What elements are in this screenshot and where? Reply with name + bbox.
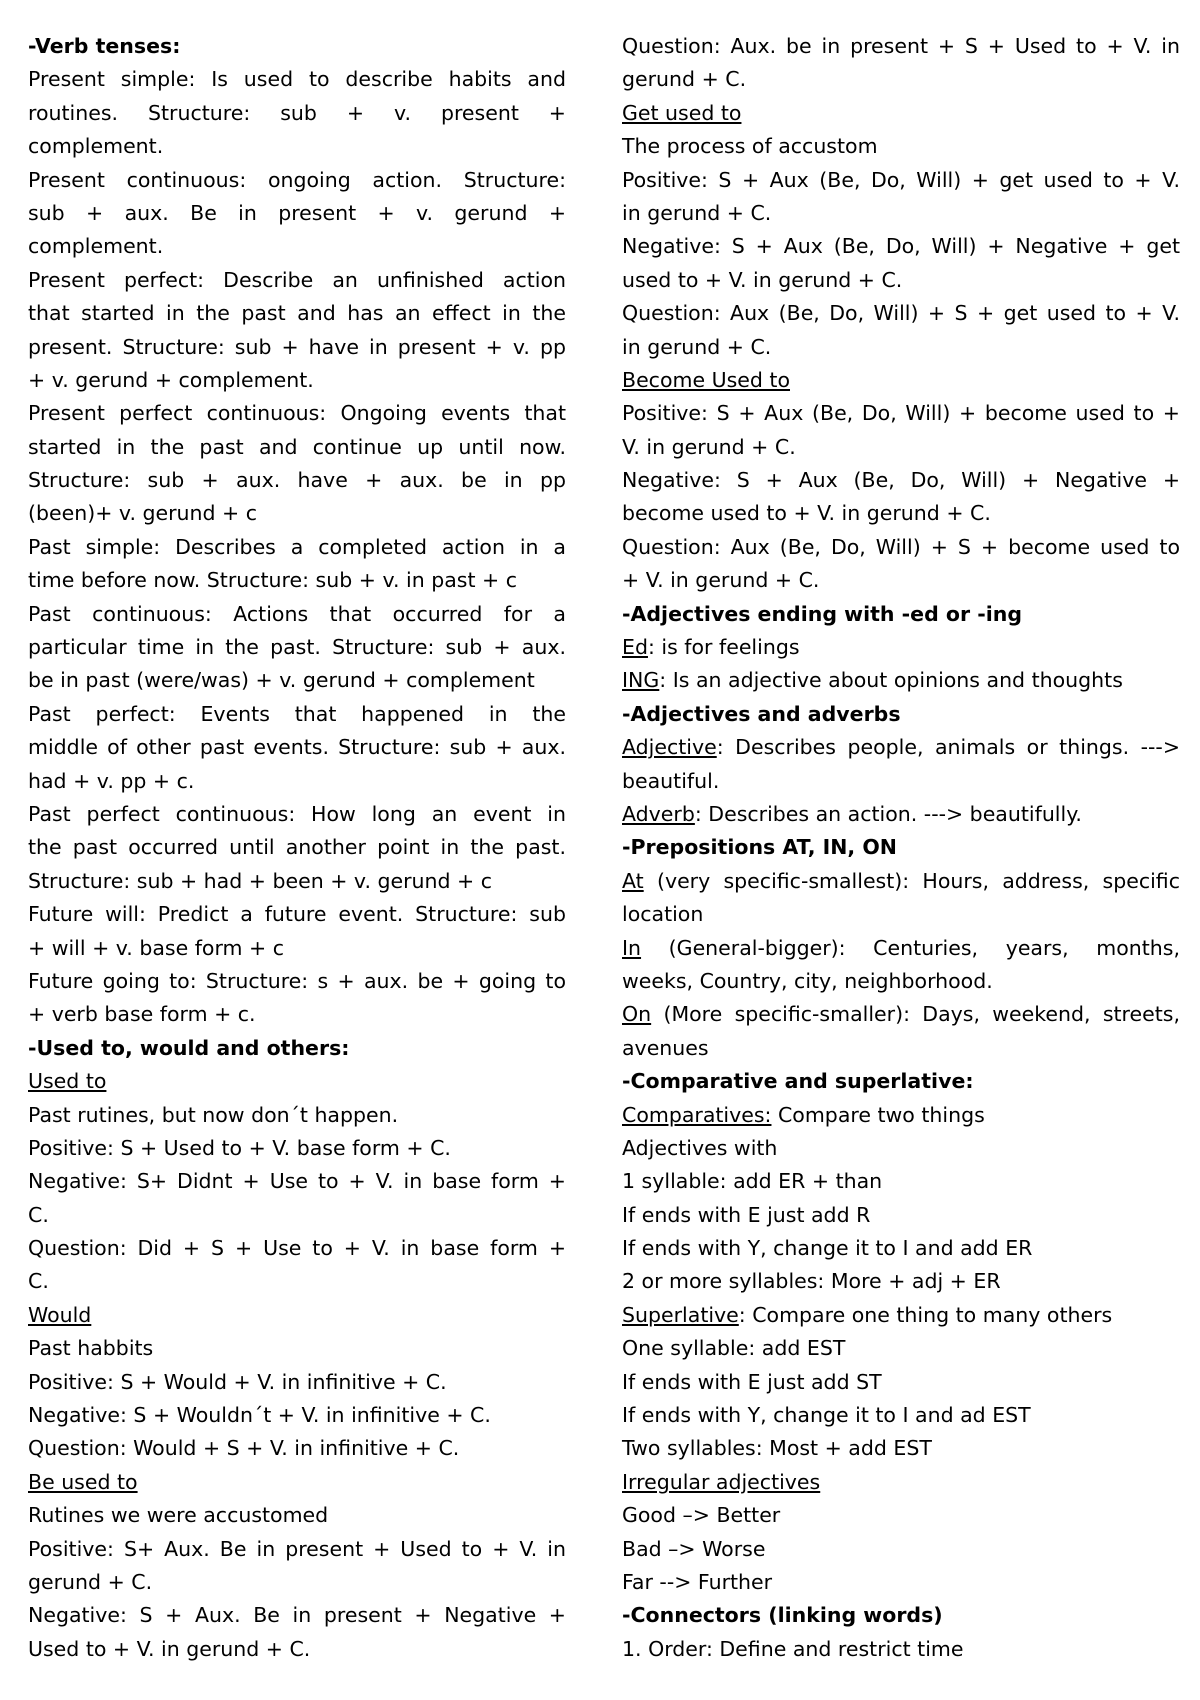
text-line <box>28 230 566 263</box>
line-text: Question: Did + S + Use to + V. in base form + <box>28 1236 566 1261</box>
line-text: Become Used to <box>622 367 790 392</box>
text-line <box>28 1533 566 1566</box>
line-text: Present perfect: Describe an unfinished action <box>28 267 566 292</box>
line-text: used to + V. in gerund + C. <box>622 267 903 292</box>
text-line <box>622 1165 1180 1198</box>
text-line <box>28 197 566 230</box>
text-line <box>622 1499 1180 1532</box>
line-text: Question: Aux. be in present + S + Used to + V. in <box>622 34 1180 58</box>
underlined-term: On <box>622 1002 652 1027</box>
text-line <box>622 1366 1180 1399</box>
text-line <box>622 1132 1180 1165</box>
text-line <box>622 431 1180 464</box>
underlined-term: In <box>622 935 642 960</box>
text-line <box>622 798 1180 831</box>
line-text: Future going to: Structure: s + aux. be + going to <box>28 968 566 993</box>
text-line <box>28 1599 566 1632</box>
line-text: in gerund + C. <box>622 334 772 359</box>
text-line <box>622 1199 1180 1232</box>
line-text: particular time in the past. Structure: sub + aux. <box>28 635 566 660</box>
text-line <box>28 297 566 330</box>
text-line <box>28 1332 566 1365</box>
text-line <box>28 1366 566 1399</box>
line-text: Past simple: Describes a completed action in a <box>28 534 566 559</box>
text-line <box>622 1299 1180 1332</box>
text-line <box>28 63 566 96</box>
text-line <box>28 1132 566 1165</box>
text-line <box>622 1032 1180 1065</box>
line-text: If ends with E just add ST <box>622 1369 882 1394</box>
line-text: 1 syllable: add ER + than <box>622 1169 883 1194</box>
line-text: location <box>622 902 704 927</box>
line-text: Far --> Further <box>622 1569 773 1594</box>
line-text: Positive: S + Would + V. in infinitive + C. <box>28 1369 447 1394</box>
line-text: -Adjectives and adverbs <box>622 701 901 726</box>
line-text: the past occurred until another point in the past. <box>28 835 566 860</box>
line-text: : Compare one thing to many others <box>738 1302 1113 1327</box>
left-column <box>28 30 566 1666</box>
text-line <box>622 932 1180 965</box>
line-text: One syllable: add EST <box>622 1336 846 1361</box>
line-text: V. in gerund + C. <box>622 434 796 459</box>
line-text: present. Structure: sub + have in present + v. pp <box>28 334 566 359</box>
text-line <box>622 397 1180 430</box>
text-line <box>622 731 1180 764</box>
line-text: + will + v. base form + c <box>28 935 284 960</box>
line-text: Positive: S + Aux (Be, Do, Will) + get used to + V. <box>622 167 1180 192</box>
subheading <box>28 1299 566 1332</box>
text-line <box>622 1265 1180 1298</box>
text-line <box>622 1566 1180 1599</box>
line-text: Past perfect continuous: How long an event in <box>28 801 566 826</box>
line-text: avenues <box>622 1035 709 1060</box>
text-line <box>28 631 566 664</box>
text-line <box>28 130 566 163</box>
line-text: Negative: S + Aux (Be, Do, Will) + Negative + get <box>622 234 1180 259</box>
line-text: Get used to <box>622 100 742 125</box>
text-line <box>622 264 1180 297</box>
line-text: (been)+ v. gerund + c <box>28 501 258 526</box>
line-text: Bad –> Worse <box>622 1536 766 1561</box>
line-text: (very specific-smallest): Hours, address, specific <box>643 868 1180 893</box>
line-text: Past habbits <box>28 1336 154 1361</box>
text-line <box>622 1633 1180 1666</box>
text-line <box>28 1432 566 1465</box>
line-text: Irregular adjectives <box>622 1469 821 1494</box>
text-line <box>622 865 1180 898</box>
line-text: If ends with Y, change it to I and ad EST <box>622 1403 1031 1428</box>
line-text: Good –> Better <box>622 1503 781 1528</box>
line-text: Positive: S + Used to + V. base form + C. <box>28 1135 451 1160</box>
line-text: weeks, Country, city, neighborhood. <box>622 968 993 993</box>
line-text: Past continuous: Actions that occurred for a <box>28 601 566 626</box>
line-text: -Connectors (linking words) <box>622 1603 943 1628</box>
line-text: -Adjectives ending with -ed or -ing <box>622 601 1023 626</box>
underlined-term: Superlative <box>622 1302 739 1327</box>
line-text: Past perfect: Events that happened in the <box>28 701 566 726</box>
line-text: The process of accustom <box>622 134 878 159</box>
line-text: C. <box>28 1202 49 1227</box>
line-text: started in the past and continue up until now. <box>28 434 566 459</box>
text-line <box>622 130 1180 163</box>
section-heading <box>28 30 566 63</box>
text-line <box>28 531 566 564</box>
line-text: + v. gerund + complement. <box>28 367 314 392</box>
text-line <box>28 798 566 831</box>
text-line <box>622 197 1180 230</box>
text-line <box>28 431 566 464</box>
text-line <box>28 464 566 497</box>
line-text: Positive: S + Aux (Be, Do, Will) + become used to + <box>622 401 1180 426</box>
line-text: -Used to, would and others: <box>28 1035 350 1060</box>
line-text: Present continuous: ongoing action. Structure: <box>28 167 566 192</box>
line-text: Used to <box>28 1069 107 1094</box>
line-text: Negative: S + Aux (Be, Do, Will) + Negative + <box>622 468 1180 493</box>
text-line <box>28 97 566 130</box>
line-text: Compare two things <box>771 1102 985 1127</box>
line-text: Used to + V. in gerund + C. <box>28 1636 311 1661</box>
text-line <box>28 497 566 530</box>
text-line <box>28 364 566 397</box>
text-line <box>622 564 1180 597</box>
text-line <box>622 1432 1180 1465</box>
text-line <box>622 230 1180 263</box>
line-text: routines. Structure: sub + v. present + <box>28 100 566 125</box>
line-text: that started in the past and has an effect in the <box>28 301 566 326</box>
section-heading <box>622 1599 1180 1632</box>
text-line <box>622 898 1180 931</box>
text-line <box>28 164 566 197</box>
line-text: -Comparative and superlative: <box>622 1069 974 1094</box>
underlined-term: At <box>622 868 644 893</box>
line-text: Question: Aux (Be, Do, Will) + S + get used to + V. <box>622 301 1180 326</box>
right-column <box>622 30 1180 1666</box>
line-text: complement. <box>28 234 164 259</box>
line-text: : Describes an action. ---> beautifully. <box>694 801 1082 826</box>
text-line <box>28 1633 566 1666</box>
text-line <box>622 331 1180 364</box>
line-text: Negative: S + Aux. Be in present + Negative + <box>28 1603 566 1628</box>
line-text: Two syllables: Most + add EST <box>622 1436 932 1461</box>
line-text: complement. <box>28 134 164 159</box>
section-heading <box>622 598 1180 631</box>
line-text: Negative: S + Wouldn´t + V. in infinitive + C. <box>28 1403 491 1428</box>
line-text: Present simple: Is used to describe habits and <box>28 67 566 92</box>
line-text: Would <box>28 1302 92 1327</box>
text-line <box>28 1499 566 1532</box>
line-text: Negative: S+ Didnt + Use to + V. in base form + <box>28 1169 566 1194</box>
line-text: If ends with E just add R <box>622 1202 871 1227</box>
line-text: + V. in gerund + C. <box>622 568 820 593</box>
text-line <box>28 1165 566 1198</box>
section-heading <box>622 1065 1180 1098</box>
line-text: Question: Aux (Be, Do, Will) + S + become used to <box>622 534 1180 559</box>
section-heading <box>622 831 1180 864</box>
line-text: Future will: Predict a future event. Structure: sub <box>28 902 566 927</box>
line-text: (General-bigger): Centuries, years, months, <box>641 935 1180 960</box>
line-text: become used to + V. in gerund + C. <box>622 501 991 526</box>
text-line <box>28 1265 566 1298</box>
text-line <box>622 1332 1180 1365</box>
line-text: Be used to <box>28 1469 138 1494</box>
text-line <box>28 1099 566 1132</box>
line-text: Question: Would + S + V. in infinitive + C. <box>28 1436 460 1461</box>
subheading <box>622 1466 1180 1499</box>
line-text: : Describes people, animals or things. ---> <box>716 735 1180 760</box>
text-line <box>622 297 1180 330</box>
text-line <box>622 164 1180 197</box>
text-line <box>28 264 566 297</box>
text-line <box>622 631 1180 664</box>
text-line <box>622 1232 1180 1265</box>
underlined-term: Adjective <box>622 735 717 760</box>
text-line <box>28 1399 566 1432</box>
line-text: 1. Order: Define and restrict time <box>622 1636 964 1661</box>
line-text: If ends with Y, change it to I and add ER <box>622 1236 1033 1261</box>
line-text: C. <box>28 1269 49 1294</box>
text-line <box>622 63 1180 96</box>
text-line <box>28 1566 566 1599</box>
text-line <box>28 1232 566 1265</box>
text-line <box>28 564 566 597</box>
text-line <box>28 598 566 631</box>
line-text: -Verb tenses: <box>28 34 181 58</box>
underlined-term: ING <box>622 668 660 693</box>
line-text: (More specific-smaller): Days, weekend, streets, <box>651 1002 1180 1027</box>
text-line <box>28 1199 566 1232</box>
underlined-term: Comparatives: <box>622 1102 772 1127</box>
text-line <box>622 30 1180 63</box>
text-line <box>28 998 566 1031</box>
section-heading <box>622 698 1180 731</box>
line-text: be in past (were/was) + v. gerund + complement <box>28 668 535 693</box>
line-text: 2 or more syllables: More + adj + ER <box>622 1269 1001 1294</box>
text-line <box>622 998 1180 1031</box>
line-text: in gerund + C. <box>622 200 772 225</box>
subheading <box>622 97 1180 130</box>
line-text: -Prepositions AT, IN, ON <box>622 835 897 860</box>
text-line <box>28 898 566 931</box>
line-text: gerund + C. <box>28 1569 153 1594</box>
line-text: Rutines we were accustomed <box>28 1503 329 1528</box>
text-line <box>28 965 566 998</box>
text-line <box>28 831 566 864</box>
text-line <box>622 1533 1180 1566</box>
subheading <box>28 1065 566 1098</box>
text-line <box>622 1099 1180 1132</box>
line-text: Past rutines, but now don´t happen. <box>28 1102 399 1127</box>
text-line <box>28 932 566 965</box>
text-line <box>28 664 566 697</box>
line-text: had + v. pp + c. <box>28 768 195 793</box>
text-line <box>28 698 566 731</box>
text-line <box>28 397 566 430</box>
text-line <box>622 1399 1180 1432</box>
text-line <box>622 464 1180 497</box>
text-line <box>622 765 1180 798</box>
line-text: Structure: sub + had + been + v. gerund + c <box>28 868 493 893</box>
line-text: Present perfect continuous: Ongoing events that <box>28 401 566 426</box>
text-line <box>28 765 566 798</box>
text-line <box>622 531 1180 564</box>
text-line <box>28 331 566 364</box>
line-text: + verb base form + c. <box>28 1002 256 1027</box>
text-line <box>28 731 566 764</box>
line-text: : is for feelings <box>647 635 800 660</box>
subheading <box>28 1466 566 1499</box>
line-text: Structure: sub + aux. have + aux. be in pp <box>28 468 566 493</box>
line-text: time before now. Structure: sub + v. in past + c <box>28 568 518 593</box>
text-line <box>28 865 566 898</box>
line-text: beautiful. <box>622 768 720 793</box>
text-line <box>622 497 1180 530</box>
line-text: middle of other past events. Structure: sub + aux. <box>28 735 566 760</box>
underlined-term: Adverb <box>622 801 695 826</box>
section-heading <box>28 1032 566 1065</box>
line-text: Positive: S+ Aux. Be in present + Used to + V. in <box>28 1536 566 1561</box>
line-text: Adjectives with <box>622 1135 778 1160</box>
subheading <box>622 364 1180 397</box>
text-line <box>622 965 1180 998</box>
line-text: gerund + C. <box>622 67 747 92</box>
underlined-term: Ed <box>622 635 648 660</box>
line-text: sub + aux. Be in present + v. gerund + <box>28 200 566 225</box>
text-line <box>622 664 1180 697</box>
line-text: : Is an adjective about opinions and thoughts <box>659 668 1123 693</box>
